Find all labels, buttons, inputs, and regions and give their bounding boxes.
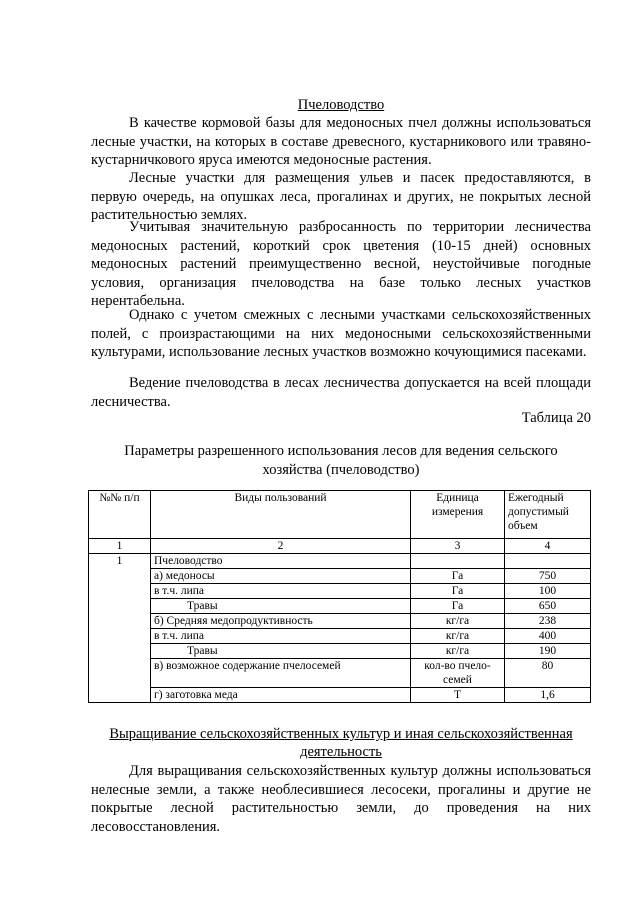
table-row xyxy=(89,584,591,599)
table-header-row xyxy=(89,491,591,539)
cell-kind: в т.ч. липа xyxy=(151,629,411,644)
table-row xyxy=(89,659,591,688)
cell-unit: Га xyxy=(411,584,505,599)
section-title-beekeeping: Пчеловодство xyxy=(297,97,385,113)
cell-unit: Т xyxy=(411,688,505,703)
header-volume: Ежегодный допустимый объем xyxy=(505,491,591,539)
cell-value: 650 xyxy=(505,599,591,614)
colnum-2: 2 xyxy=(151,539,411,554)
paragraph-hive-placement: Лесные участки для размещения ульев и пасек предоставляются, в первую очередь, на опушках леса, прогалинах и других, не покрытых лесной растительностью землях. xyxy=(91,170,591,224)
colnum-4: 4 xyxy=(505,539,591,554)
cell-value: 1,6 xyxy=(505,688,591,703)
cell-kind: Пчеловодство xyxy=(151,554,411,569)
cell-unit: кг/га xyxy=(411,614,505,629)
paragraph-profitability: Учитывая значительную разбросанность по территории лесничества медоносных растений, короткий срок цветения (10-15 дней) основных медоносных растений преимущественно весной, неустойчивые погодные условия, организация пчеловодства на базе только лесных участков нерентабельна. xyxy=(91,219,591,310)
cell-unit: кг/га xyxy=(411,644,505,659)
cell-value: 80 xyxy=(505,659,591,688)
paragraph-nomadic-apiaries: Однако с учетом смежных с лесными участками сельскохозяйственных полей, с произрастающими на них медоносными сельскохозяйственными культурами, использование лесных участков возможно кочующимися пасеками. xyxy=(91,307,591,361)
cell-value: 100 xyxy=(505,584,591,599)
table-row xyxy=(89,688,591,703)
cell-kind: в т.ч. липа xyxy=(151,584,411,599)
table-row xyxy=(89,644,591,659)
cell-value: 190 xyxy=(505,644,591,659)
table-row xyxy=(89,569,591,584)
table-caption-line2: хозяйства (пчеловодство) xyxy=(262,461,420,478)
beekeeping-parameters-table xyxy=(88,490,591,703)
paragraph-allowed-area: Ведение пчеловодства в лесах лесничества допускается на всей площади лесничества. xyxy=(91,375,591,410)
header-unit: Единица измерения xyxy=(411,491,505,539)
colnum-3: 3 xyxy=(411,539,505,554)
table-row xyxy=(89,599,591,614)
cell-value: 238 xyxy=(505,614,591,629)
header-kind: Виды пользований xyxy=(151,491,411,539)
paragraph-agriculture: Для выращивания сельскохозяйственных культур должны использоваться нелесные земли, а также необлесившиеся лесосеки, прогалины и другие не покрытые лесной растительностью земли, до проведения на них лесовосстановления. xyxy=(91,763,591,835)
cell-unit: Га xyxy=(411,569,505,584)
table-caption-line1: Параметры разрешенного использования лесов для ведения сельского xyxy=(124,443,558,459)
table-row xyxy=(89,554,591,569)
table-number-label: Таблица 20 xyxy=(521,410,591,426)
table-caption xyxy=(106,442,576,479)
header-num: №№ п/п xyxy=(89,491,151,539)
cell-kind: в) возможное содержание пчелосемей xyxy=(151,659,411,688)
paragraph-forage-base: В качестве кормовой базы для медоносных пчел должны использоваться лесные участки, на которых в составе древесного, кустарникового или травяно-кустарничкового яруса имеются медоносные растения. xyxy=(91,115,591,169)
cell-unit: Га xyxy=(411,599,505,614)
cell-kind: Травы xyxy=(151,644,411,659)
cell-unit: кг/га xyxy=(411,629,505,644)
cell-value xyxy=(505,554,591,569)
section-title-agriculture-line2: деятельность xyxy=(300,744,382,760)
section-title-agriculture xyxy=(91,725,591,761)
cell-kind: а) медоносы xyxy=(151,569,411,584)
cell-unit: кол-во пчело-семей xyxy=(411,659,505,688)
cell-kind: б) Средняя медопродуктивность xyxy=(151,614,411,629)
cell-value: 750 xyxy=(505,569,591,584)
table-colnum-row xyxy=(89,539,591,554)
cell-kind: Травы xyxy=(151,599,411,614)
row-number: 1 xyxy=(89,554,151,703)
colnum-1: 1 xyxy=(89,539,151,554)
cell-unit xyxy=(411,554,505,569)
table-row xyxy=(89,629,591,644)
section-title-agriculture-line1: Выращивание сельскохозяйственных культур и иная сельскохозяйственная xyxy=(109,726,573,742)
table-row xyxy=(89,614,591,629)
cell-value: 400 xyxy=(505,629,591,644)
cell-kind: г) заготовка меда xyxy=(151,688,411,703)
